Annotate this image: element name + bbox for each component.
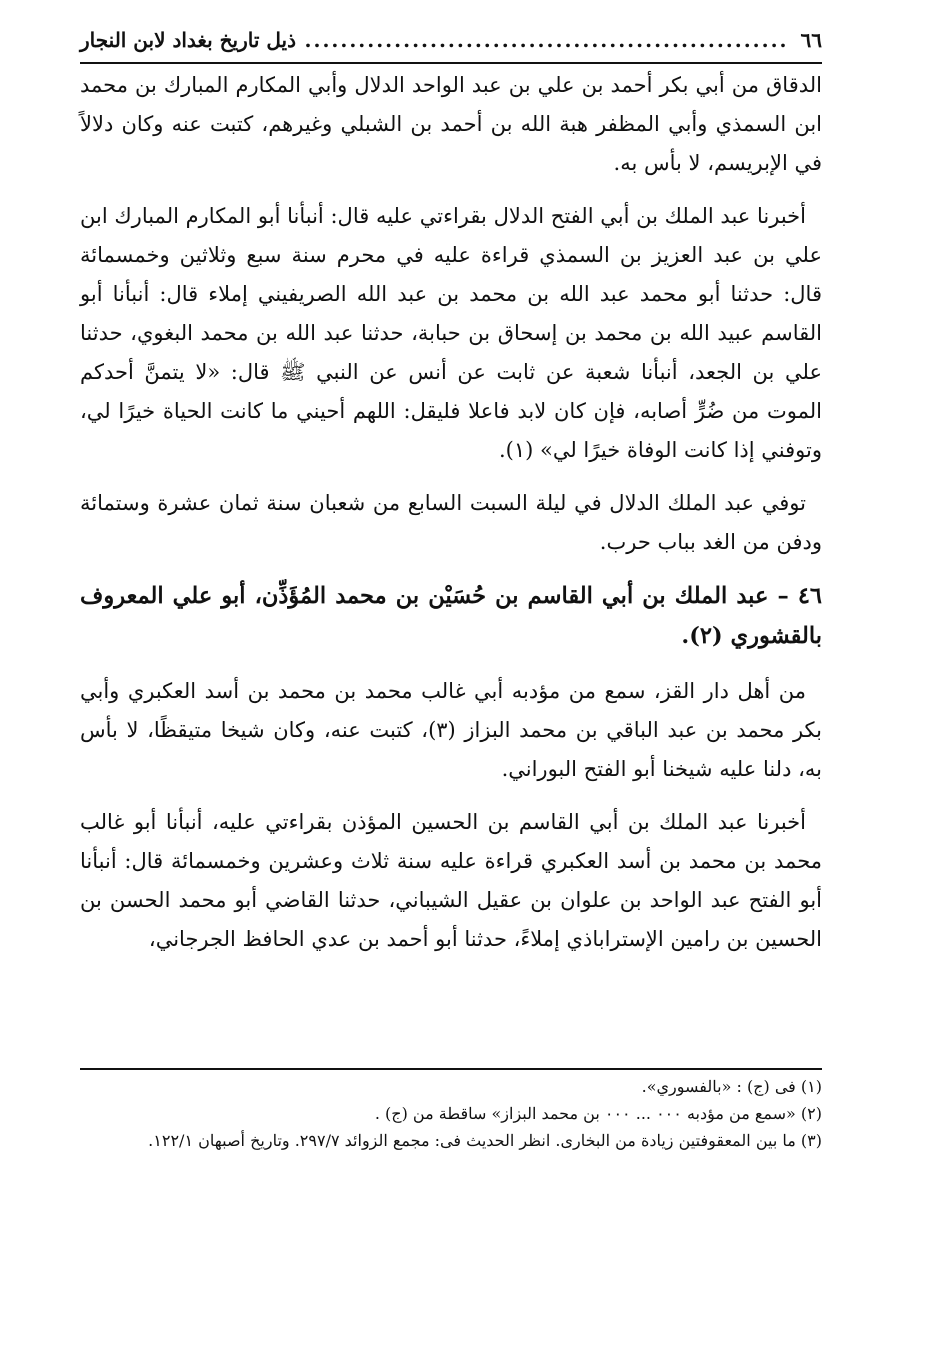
header-rule	[80, 62, 822, 64]
footnote-separator	[80, 1068, 822, 1070]
paragraph: أخبرنا عبد الملك بن أبي الفتح الدلال بقراءتي عليه قال: أنبأنا أبو المكارم المبارك ابن علي بن عبد العزيز بن السمذي قراءة عليه في محرم سنة سبع وثلاثين وخمسمائة قال: حدثنا أبو محمد عبد الله بن محمد بن عبد الله الصريفيني إملاء قال: أنبأنا أبو القاسم عبيد الله بن محمد بن إسحاق بن حبابة، حدثنا عبد الله بن محمد البغوي، حدثنا علي بن الجعد، أنبأنا شعبة عن ثابت عن أنس عن النبي ﷺ قال: «لا يتمنَّ أحدكم الموت من ضُرٍّ أصابه، فإن كان لابد فاعلا فليقل: اللهم أحيني ما كانت الحياة خيرًا لي، وتوفني إذا كانت الوفاة خيرًا لي» (١).	[80, 204, 822, 462]
header-leader-dots	[302, 28, 789, 52]
paragraph: توفي عبد الملك الدلال في ليلة السبت السابع من شعبان سنة ثمان عشرة وستمائة ودفن من الغد بباب حرب.	[80, 491, 822, 554]
page-header	[80, 28, 822, 64]
entry-heading: ٤٦ – عبد الملك بن أبي القاسم بن حُسَيْن بن محمد المُؤَذِّن، أبو علي المعروف بالقشوري (٢).	[80, 583, 822, 649]
paragraph: أخبرنا عبد الملك بن أبي القاسم بن الحسين المؤذن بقراءتي عليه، أنبأنا أبو غالب محمد بن محمد بن أسد العكبري قراءة عليه سنة ثلاث وعشرين وخمسمائة قال: أنبأنا أبو الفتح عبد الواحد بن علوان بن عقيل الشيباني، حدثنا القاضي أبو محمد الحسن بن الحسين بن رامين الإستراباذي إملاءً، حدثنا أبو أحمد بن عدي الحافظ الجرجاني،	[80, 810, 822, 951]
running-title: ذيل تاريخ بغداد لابن النجار	[80, 28, 296, 52]
page-number: ٦٦	[800, 28, 822, 52]
footnote: (٣) ما بين المعقوفتين زيادة من البخارى. انظر الحديث فى: مجمع الزوائد ٢٩٧/٧. وتاريخ أصبهان ١٢٢/١.	[148, 1131, 822, 1150]
paragraph: من أهل دار القز، سمع من مؤدبه أبي غالب محمد بن محمد بن أسد العكبري وأبي بكر محمد بن عبد الباقي بن محمد البزاز (٣)، كتبت عنه، وكان شيخا متيقظًا، لا بأس به، دلنا عليه شيخنا أبو الفتح البوراني.	[80, 679, 822, 781]
footnote: (١) فى (ج) : «بالفسوري».	[641, 1077, 822, 1096]
footnote: (٢) «سمع من مؤدبه ٠٠٠ ... ٠٠٠ بن محمد البزاز» ساقطة من (ج) .	[374, 1104, 822, 1123]
main-text	[80, 66, 822, 973]
footnotes	[80, 1073, 822, 1154]
paragraph: الدقاق من أبي بكر أحمد بن علي بن عبد الواحد الدلال وأبي المكارم المبارك بن محمد ابن السمذي وأبي المظفر هبة الله بن أحمد بن الشبلي وغيرهم، كتبت عنه وكان دلالاً في الإبريسم، لا بأس به.	[80, 73, 822, 175]
